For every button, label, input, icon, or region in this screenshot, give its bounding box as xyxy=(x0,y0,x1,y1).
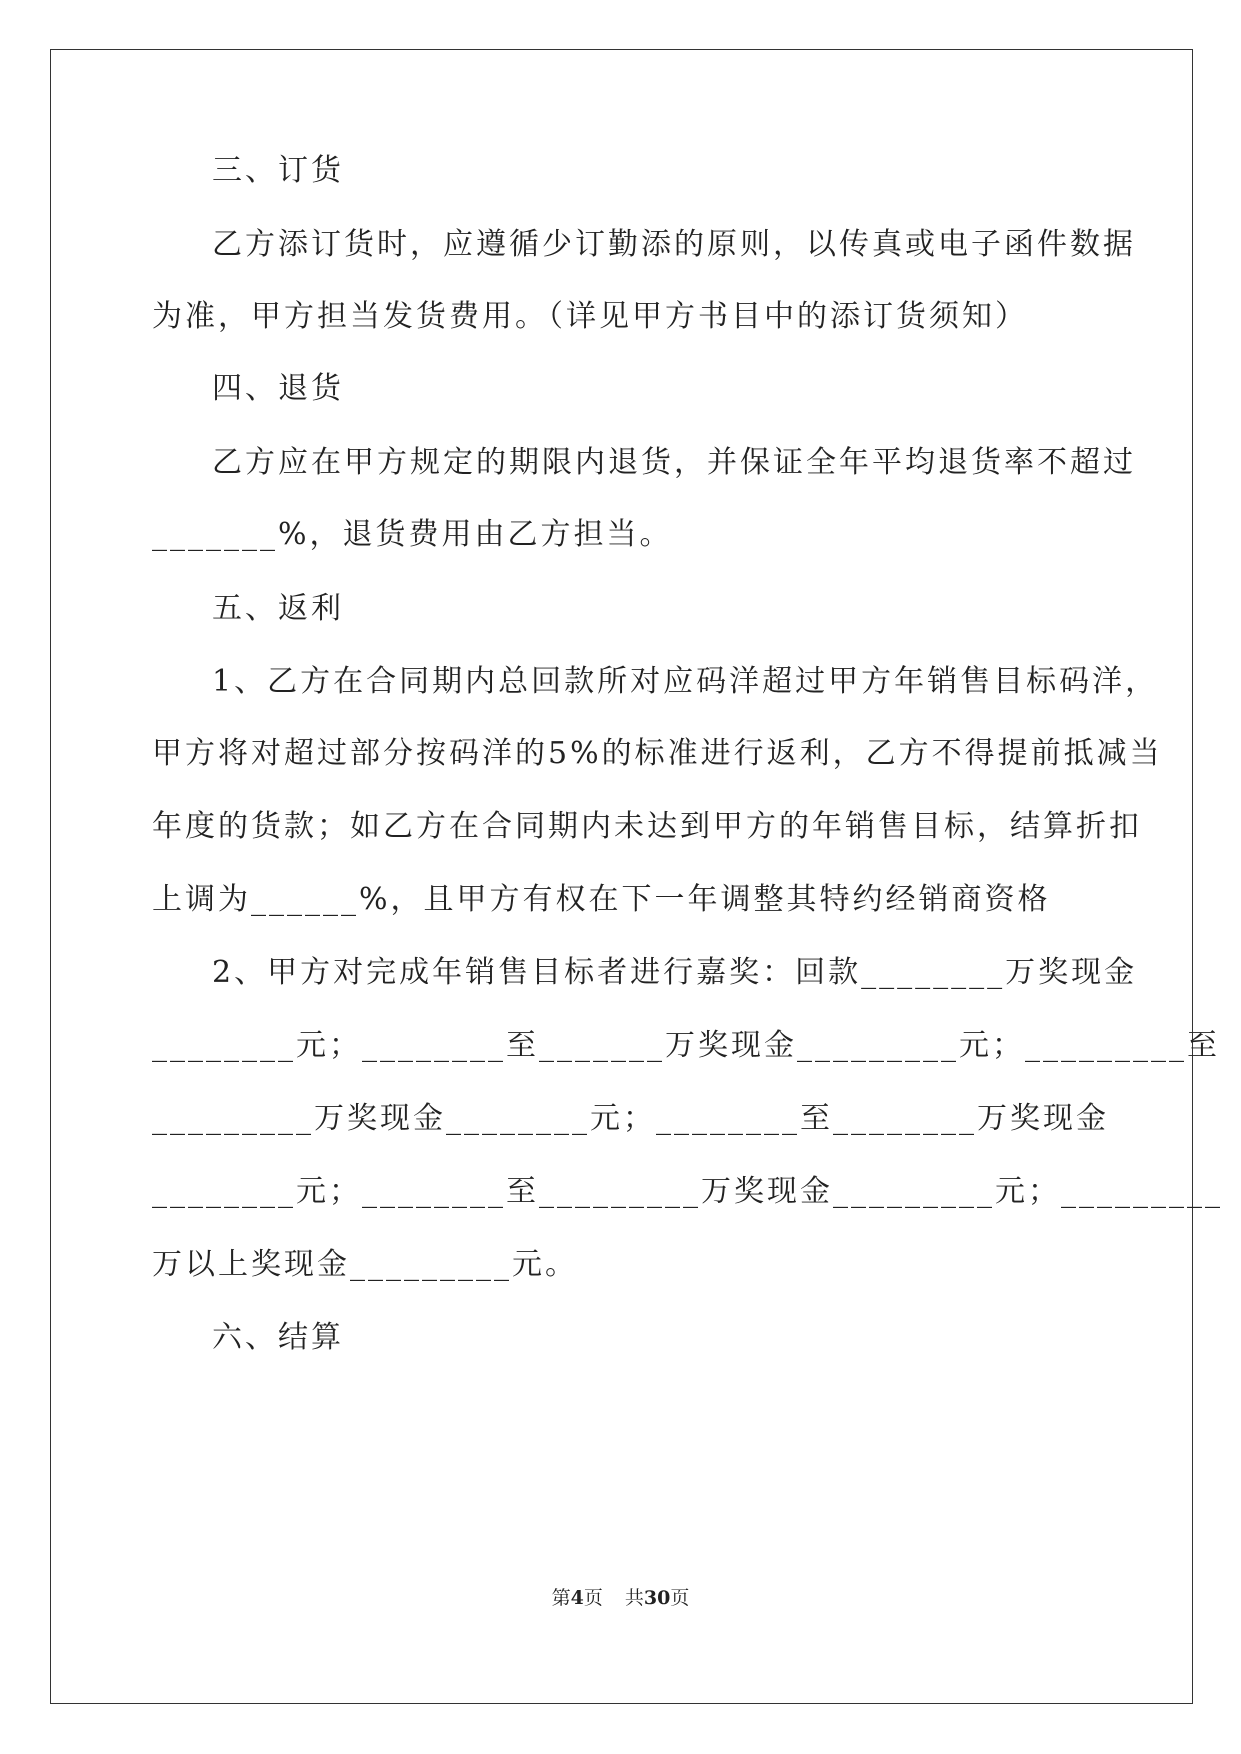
paragraph-line: 1、乙方在合同期内总回款所对应码洋超过甲方年销售目标码洋， xyxy=(212,664,1159,699)
paragraph-line: 年度的货款；如乙方在合同期内未达到甲方的年销售目标，结算折扣 xyxy=(152,809,1142,844)
paragraph-line: _______%，退货费用由乙方担当。 xyxy=(152,517,673,552)
paragraph-line: 万以上奖现金_________元。 xyxy=(152,1247,578,1282)
footer-total-suffix: 页 xyxy=(670,1587,690,1609)
paragraph-line: 乙方添订货时，应遵循少订勤添的原则，以传真或电子函件数据 xyxy=(212,227,1136,262)
paragraph-line: ________元；________至_________万奖现金_________元；_________ xyxy=(152,1174,1223,1209)
paragraph-line: ________元；________至_______万奖现金_________元；_________至 xyxy=(152,1028,1220,1063)
footer-page-number: 4 xyxy=(570,1587,584,1609)
paragraph-line: _________万奖现金________元；________至________万奖现金 xyxy=(152,1101,1109,1136)
section-heading-returns: 四、退货 xyxy=(212,371,344,406)
footer-total-pages: 30 xyxy=(643,1587,671,1609)
paragraph-line: 上调为______%，且甲方有权在下一年调整其特约经销商资格 xyxy=(152,882,1051,917)
footer-page-prefix: 第 xyxy=(551,1587,571,1609)
footer-page-suffix: 页 xyxy=(583,1587,603,1609)
section-heading-settlement: 六、结算 xyxy=(212,1320,344,1355)
section-heading-ordering: 三、订货 xyxy=(212,153,344,188)
paragraph-line: 为准，甲方担当发货费用。（详见甲方书目中的添订货须知） xyxy=(152,299,1028,334)
paragraph-line: 甲方将对超过部分按码洋的5%的标准进行返利，乙方不得提前抵减当 xyxy=(152,736,1163,771)
footer-total-prefix: 共 xyxy=(624,1587,644,1609)
paragraph-line: 乙方应在甲方规定的期限内退货，并保证全年平均退货率不超过 xyxy=(212,445,1136,480)
paragraph-line: 2、甲方对完成年销售目标者进行嘉奖：回款________万奖现金 xyxy=(212,955,1138,990)
page-footer xyxy=(0,1586,1241,1610)
section-heading-rebate: 五、返利 xyxy=(212,591,344,626)
